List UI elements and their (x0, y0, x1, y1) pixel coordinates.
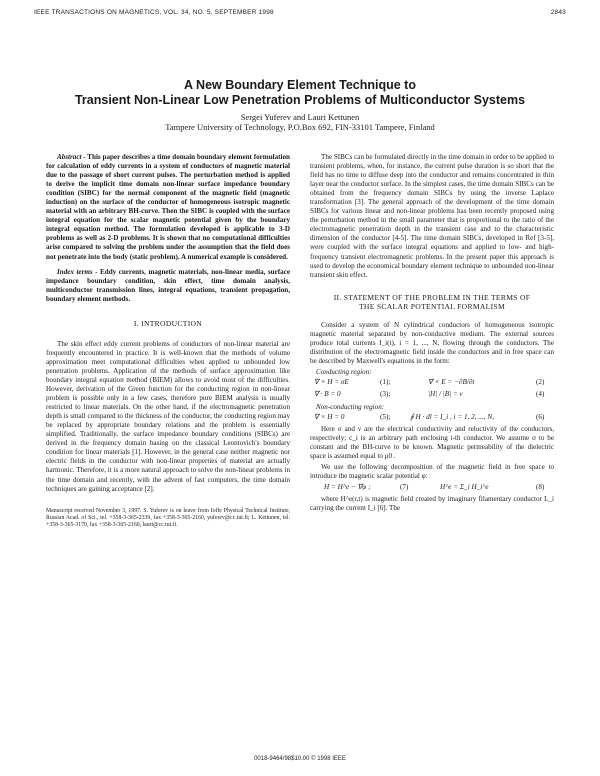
equation-row-2 (310, 390, 554, 402)
right-paragraph-3: Here σ and ν are the electrical conductivity and reluctivity of the conductors, respectively; c_i is an arbitrary path enclosing i-th conductor. We assume σ to be constant and the BH-curve to be known. Magnetic permeability of the dielectric space is assumed equal to μ0 . (310, 425, 554, 461)
abstract-text: - This paper describes a time domain boundary element formulation for calculation of eddy currents in a system of conductors of magnetic material due to the passage of short current pulses. The perturbation method is applied to derive the implicit time domain non-linear surface impedance boundary condition (SIBC) for the normal component of the magnetic field (magnetic induction) on the surface of the conductor of homogeneous isotropic magnetic material with an arbitrary BH-curve. Then the SIBC is coupled with the surface integral equation for the scalar magnetic potential given by the boundary integral equation method. The formulation developed is applicable to 3-D problems as well as 2-D problems. It is shown that no computational difficulties arise compared to solving the problem under the assumption that the field does not penetrate into the body (static problem). A numerical example is considered. (46, 153, 290, 261)
index-terms-label: Index terms (57, 267, 93, 276)
title-line-2: Transient Non-Linear Low Penetration Problems of Multiconductor Systems (74, 93, 526, 107)
equation-7-number: (7) (400, 483, 409, 492)
right-paragraph-4: We use the following decomposition of the magnetic field in free space to introduce the magnetic scalar potential φ: (310, 463, 554, 481)
equation-1-number: (1); (380, 378, 391, 387)
equation-row-1 (310, 378, 554, 390)
equation-row-4 (310, 483, 554, 495)
running-header (34, 9, 566, 19)
affiliation: Tampere University of Technology, P.O.Box 692, FIN-33101 Tampere, Finland (165, 122, 435, 132)
equation-7: H = H^e − ∇φ ; (324, 483, 371, 492)
author-block (60, 112, 540, 132)
copyright-line: 0018-9464/98$10.00 © 1998 IEEE (254, 756, 346, 762)
title-line-1: A New Boundary Element Technique to (184, 78, 416, 92)
equation-4-number: (4) (536, 390, 545, 399)
equation-row-3 (310, 413, 554, 425)
right-column (310, 153, 554, 515)
equation-2-number: (2) (536, 378, 545, 387)
equation-6: ∮ H · dl = I_i , i = 1, 2, ..., N, (410, 413, 494, 422)
nonconducting-region-label: Non-conducting region: (316, 403, 385, 412)
introduction-paragraph: The skin effect eddy current problems of conductors of non-linear material are frequently encountered in practice. It is well-known that the methods of volume approximation meet computational difficulties when applied to unbounded low penetration problems. Application of the methods of surface approximation like boundary integral equation method (BIEM) allows to avoid most of the difficulties. However, derivation of the Green function for the conducting region in non-linear problem is possible only in a few cases, therefore pure BIEM analysis is usually restricted to linear materials. On the other hand, if the electromagnetic penetration depth is small compared to the thickness of the conductor, the conducting region may be replaced by appropriate boundary relations and the problem is essentially simplified. Traditionally, the surface impedance boundary conditions (SIBCs) are derived in the frequency domain basing on the classical Leontovich's boundary condition for linear materials [1]. However, in the general case neither magnetic nor electric fields in the conductor with non-linear properties of material are actually harmonic. Therefore, it is a more natural approach to solve the non-linear problems in the time domain and recently, with the advent of fast computers, the time domain techniques are gaining acceptance [2]. (46, 339, 290, 493)
right-paragraph-2: Consider a system of N cylindrical conductors of homogeneous isotropic magnetic material separated by non-conductive medium. The external sources produce total currents I_i(t), i = 1, ..., N, flowing through the conductors. The distribution of the electromagnetic field inside the conductors and in free space can be described by Maxwell's equations in the form: (310, 320, 554, 365)
equation-5: ∇ × H = 0 (314, 413, 345, 422)
abstract-label: Abstract (57, 153, 82, 161)
section-heading-introduction: I. INTRODUCTION (133, 318, 203, 328)
journal-header: IEEE TRANSACTIONS ON MAGNETICS, VOL. 34, NO. 5, SEPTEMBER 1998 (34, 9, 274, 16)
equation-5-number: (5); (380, 413, 391, 422)
equation-8: H^e = Σ_i H_i^e (440, 483, 489, 492)
paper-title (60, 78, 540, 108)
section2-heading-line2: THE SCALAR POTENTIAL FORMALISM (358, 301, 506, 311)
footnote: Manuscript received November 3, 1997. S. Yuferev is on leave from Ioffe Physical Technical Institute, Russian Acad. of Sci., tel. +358-3-365-2339, fax +358-3-365-2160, yuferev@cc.tut.fi; L. Kettunen, tel. +358-3-365-3170, fax +358-3-365-2160, lauri@cc.tut.fi. (46, 507, 290, 528)
right-paragraph-1: The SIBCs can be formulated directly in the time domain in order to be applied to transient problems, when, for instance, the current pulse duration is so short that the field has no time to diffuse deep into the conductor and remains concentrated in thin layer near the conductor surface. In the simplest cases, the time domain SIBCs can be obtained from the frequency domain SIBCs by using the inverse Laplace transformation [3]. The general approach of the development of the time domain SIBCs for various linear and non-linear problems has been recently proposed using the perturbation method in the small parameter that is proportional to the ratio of the electromagnetic penetration depth in the transient case and to the characteristic dimension of the conductor [4-5]. The time domain SIBCs, developed in Ref [3-5], were coupled with the surface integral equations and applied to low- and high-frequency transient electromagnetic problems. In the present paper this approach is used to develop the economical boundary element technique to unbounded non-linear transient skin effect. (310, 153, 554, 279)
index-terms (46, 268, 290, 304)
equation-3: ∇ · B = 0 (314, 390, 341, 399)
equation-6-number: (6) (536, 413, 545, 422)
index-terms-text: - Eddy currents, magnetic materials, non-linear media, surface impedance boundary condition, skin effect, time domain analysis, multiconductor transmission lines, integral equations, transient propagation, boundary element methods. (46, 267, 290, 303)
equation-4: |H| / |B| = ν (428, 390, 463, 399)
right-paragraph-5: where H^e(r,t) is magnetic field created by imaginary filamentary conductor L_i carrying the current I_i [6]. The (310, 495, 554, 513)
abstract (46, 153, 290, 262)
page-number: 2843 (550, 9, 566, 16)
authors: Sergei Yuferev and Lauri Kettunen (240, 112, 360, 122)
conducting-region-label: Conducting region: (316, 367, 372, 376)
equation-8-number: (8) (536, 483, 545, 492)
left-column (46, 153, 290, 531)
equation-1: ∇ × H = σE (314, 378, 349, 387)
equation-3-number: (3); (380, 390, 391, 399)
section-heading-statement (310, 293, 554, 311)
section2-heading-line1: II. STATEMENT OF THE PROBLEM IN THE TERMS OF (333, 292, 531, 302)
equation-2: ∇ × E = −∂B/∂t (428, 378, 475, 387)
